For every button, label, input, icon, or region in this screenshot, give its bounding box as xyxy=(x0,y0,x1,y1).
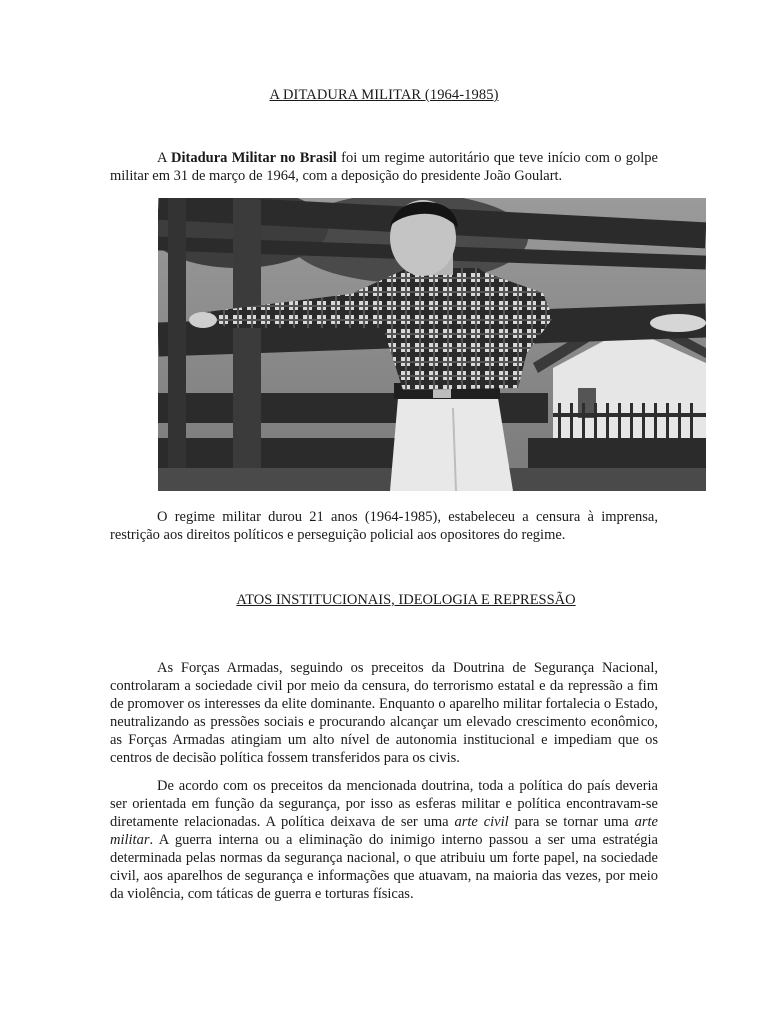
document-title: A DITADURA MILITAR (1964-1985) xyxy=(269,87,499,103)
doctrine-text-3: . A guerra interna ou a eliminação do inimigo interno passou a ser uma estratégia determinada pelas normas da segurança nacional, o que atribuiu um forte papel, na sociedade civil, aos aparelhos de segurança e informações que atuavam, na maioria das vezes, por meio da violência, com táticas de guerra e torturas físicas. xyxy=(110,832,658,902)
intro-paragraph xyxy=(110,149,658,185)
historical-photo xyxy=(158,198,706,491)
intro-text-end: foi um regime autoritário que teve início com o golpe militar em 31 de março de 1964, com a deposição do presidente João Goulart. xyxy=(110,150,658,184)
italic-arte-civil: arte civil xyxy=(454,814,509,830)
doctrine-text-2: para se tornar uma xyxy=(508,814,635,830)
section-title: ATOS INSTITUCIONAIS, IDEOLOGIA E REPRESSÃO xyxy=(236,592,576,608)
armed-forces-paragraph: As Forças Armadas, seguindo os preceitos da Doutrina de Segurança Nacional, controlaram a sociedade civil por meio da censura, do terrorismo estatal e da repressão a fim de promover os interesses da elite dominante. Enquanto o aparelho militar fortalecia o Estado, neutralizando as pressões sociais e procurando alcançar um elevado crescimento econômico, as Forças Armadas atingiam um alto nível de autonomia institucional e impediam que os centros de decisão política fossem transferidos para os civis. xyxy=(110,660,658,766)
doctrine-text-1: De acordo com os preceitos da mencionada doutrina, toda a política do país deveria ser orientada em função da segurança, por isso as esferas militar e política encontravam-se diretamente relacionadas. A política deixava de ser uma xyxy=(110,778,658,830)
doctrine-paragraph xyxy=(110,777,658,903)
photo-illustration xyxy=(158,198,706,491)
intro-text-start: A xyxy=(157,150,172,166)
intro-bold-term: Ditadura Militar no Brasil xyxy=(171,150,337,166)
regime-duration-paragraph: O regime militar durou 21 anos (1964-1985), estabeleceu a censura à imprensa, restrição aos direitos políticos e perseguição policial aos opositores do regime. xyxy=(110,509,658,543)
italic-arte-militar: arte militar xyxy=(110,814,658,848)
